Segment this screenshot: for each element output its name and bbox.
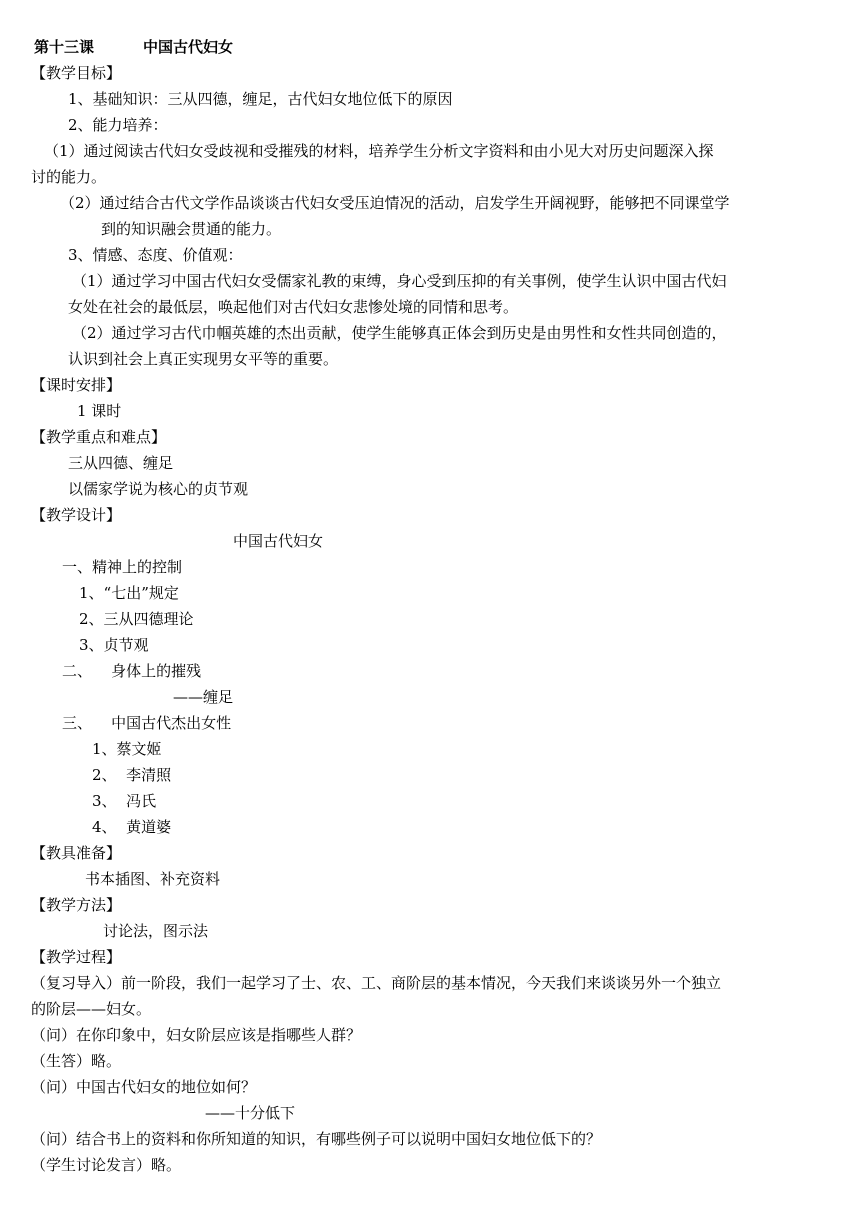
- process-answer-1: （生答）略。: [31, 1052, 122, 1070]
- design-section-2: 二、 身体上的摧残: [62, 662, 202, 680]
- process-paragraph-1-line-2: 的阶层——妇女。: [31, 1000, 152, 1018]
- design-section-2-sub: ——缠足: [173, 688, 234, 706]
- design-center-title: 中国古代妇女: [233, 532, 324, 550]
- goals-item-2: 2、能力培养：: [68, 116, 168, 134]
- design-section-1-item: 3、贞节观: [79, 636, 149, 654]
- ability-1-line-1: （1）通过阅读古代妇女受歧视和受摧残的材料，培养学生分析文字资料和由小见大对历史问题深入探: [44, 142, 714, 160]
- design-section-3: 三、 中国古代杰出女性: [62, 714, 232, 732]
- focus-line-2: 以儒家学说为核心的贞节观: [68, 480, 249, 498]
- method-heading: 【教学方法】: [31, 896, 122, 914]
- goals-heading: 【教学目标】: [31, 64, 122, 82]
- process-paragraph-1-line-1: （复习导入）前一阶段，我们一起学习了士、农、工、商阶层的基本情况，今天我们来谈谈另外一个独立: [31, 974, 722, 992]
- process-answer-2: ——十分低下: [205, 1104, 296, 1122]
- lesson-title: 中国古代妇女: [143, 38, 234, 56]
- focus-heading: 【教学重点和难点】: [31, 428, 167, 446]
- design-section-1-item: 1、“七出”规定: [79, 584, 179, 602]
- emotion-1-line-2: 女处在社会的最低层，唤起他们对古代妇女悲惨处境的同情和思考。: [68, 298, 519, 316]
- ability-1-line-2: 讨的能力。: [31, 168, 107, 186]
- design-section-3-item: 1、蔡文姬: [92, 740, 162, 758]
- process-heading: 【教学过程】: [31, 948, 122, 966]
- design-heading: 【教学设计】: [31, 506, 122, 524]
- emotion-2-line-2: 认识到社会上真正实现男女平等的重要。: [68, 350, 339, 368]
- emotion-2-line-1: （2）通过学习古代巾帼英雄的杰出贡献，使学生能够真正体会到历史是由男性和女性共同创造的，: [72, 324, 727, 342]
- goals-item-3: 3、情感、态度、价值观：: [68, 246, 243, 264]
- emotion-1-line-1: （1）通过学习中国古代妇女受儒家礼教的束缚，身心受到压抑的有关事例，使学生认识中国古代妇: [72, 272, 727, 290]
- design-section-1: 一、精神上的控制: [62, 558, 183, 576]
- goals-item-1: 1、基础知识：三从四德，缠足，古代妇女地位低下的原因: [68, 90, 453, 108]
- process-question-3: （问）结合书上的资料和你所知道的知识，有哪些例子可以说明中国妇女地位低下的？: [31, 1130, 602, 1148]
- tools-heading: 【教具准备】: [31, 844, 122, 862]
- process-answer-3: （学生讨论发言）略。: [31, 1156, 182, 1174]
- process-question-2: （问）中国古代妇女的地位如何？: [31, 1078, 257, 1096]
- focus-line-1: 三从四德、缠足: [68, 454, 174, 472]
- schedule-value: 1 课时: [77, 402, 122, 420]
- design-section-1-item: 2、三从四德理论: [79, 610, 194, 628]
- lesson-number: 第十三课: [34, 38, 95, 56]
- tools-value: 书本插图、补充资料: [85, 870, 221, 888]
- method-value: 讨论法，图示法: [103, 922, 209, 940]
- design-section-3-item: 3、 冯氏: [92, 792, 157, 810]
- schedule-heading: 【课时安排】: [31, 376, 122, 394]
- ability-2-line-2: 到的知识融会贯通的能力。: [101, 220, 282, 238]
- design-section-3-item: 4、 黄道婆: [92, 818, 172, 836]
- ability-2-line-1: （2）通过结合古代文学作品谈谈古代妇女受压迫情况的活动，启发学生开阔视野，能够把不同课堂学: [60, 194, 730, 212]
- process-question-1: （问）在你印象中，妇女阶层应该是指哪些人群？: [31, 1026, 362, 1044]
- design-section-3-item: 2、 李清照: [92, 766, 172, 784]
